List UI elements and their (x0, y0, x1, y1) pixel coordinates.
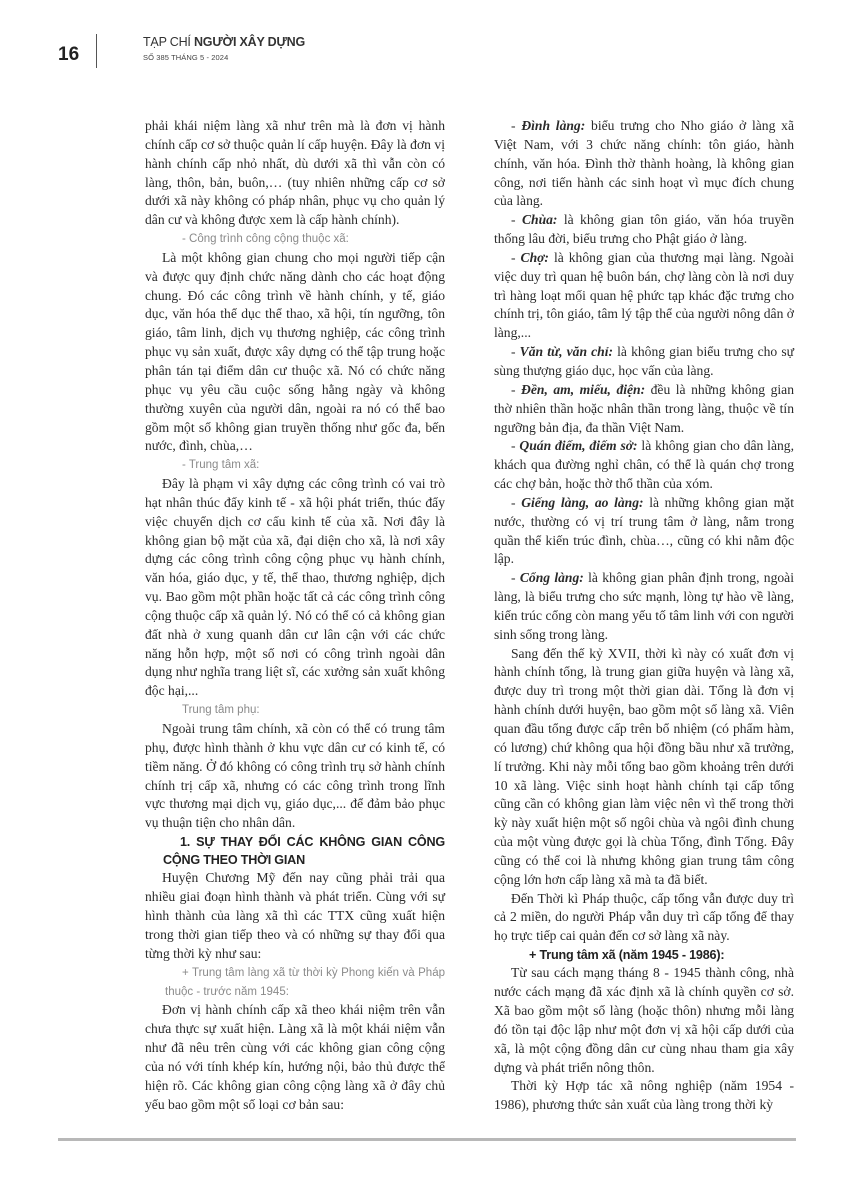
section-heading-1945: + Trung tâm xã (năm 1945 - 1986): (529, 948, 725, 963)
paragraph: Sang đến thế kỷ XVII, thời kì này có xuất đơn vị hành chính tổng, là trung gian giữa huyện và làng xã, được duy trì trong một thời gian dài. Tổng là đơn vị hành chính dưới huyện, bao gồm một số làng xã. Viên quan đầu tổng được cấp trên bổ nhiệm (có phẩm hàm, có lương) chứ không qua hội đồng bầu như xã trưởng, lí trưởng. Khi này mỗi tổng bao gồm khoảng trên dưới 10 xã làng. Việc sinh hoạt hành chính tại cấp tổng cũng cần có không gian làm việc nên vì thế trong thời kỳ này xuất hiện một số ngôi chùa và ngôi đình chung của một vùng được gọi là chùa Tổng, đình Tổng. Đây cũng có thể coi là nhưng không gian trung tâm công cộng lớn hơn cấp làng xã mà ta đã biết. (494, 645, 794, 887)
paragraph: Đơn vị hành chính cấp xã theo khái niệm trên vẫn chưa thực sự xuất hiện. Làng xã là một khái niệm vẫn như đã nêu trên cùng với các không gian công cộng của nó với tính khép kín, hướng nội, bảo thủ được thể hiện rõ. Các không gian công cộng làng xã ở đây chủ yếu bao gồm một số loại cơ bản sau: (145, 1002, 445, 1112)
paragraph: Đến Thời kì Pháp thuộc, cấp tổng vẫn được duy trì cả 2 miền, do người Pháp vẫn duy trì cấp tổng để thay họ trực tiếp cai quản đến cơ sở làng xã này. (494, 890, 794, 944)
magazine-name: NGƯỜI XÂY DỰNG (193, 35, 305, 49)
list-item: - Cổng làng: là không gian phân định trong, ngoài làng, là biểu trưng cho sức mạnh, lòng tự hào về làng, kiến trúc cổng còn mang yếu tố tâm linh với con người sinh sống trong làng. (494, 570, 794, 642)
definition: là không gian của thương mại làng. Ngoài việc duy trì quan hệ buôn bán, chợ làng còn là nơi duy trì hàng loạt mối quan hệ phức tạp khác đặc trưng cho chính trị, tôn giáo, tâm lý tập thể của người nông dân ở làng,... (494, 249, 794, 341)
paragraph: Huyện Chương Mỹ đến nay cũng phải trải qua nhiều giai đoạn hình thành và phát triển. Cùng với sự hình thành của làng xã thì các TTX cũng xuất hiện trong thời gian tiếp theo và có những sự thay đổi qua từng thời kỳ như sau: (145, 870, 445, 961)
left-column (145, 117, 445, 1114)
subheading-commune-center: - Trung tâm xã: (182, 459, 260, 472)
page-number: 16 (58, 44, 80, 65)
definition: là những không gian mặt nước, thường có vị trí trung tâm ở làng, nằm trong quần thể kiến trúc đình, chùa…, cũng có khi nằm độc lập. (494, 494, 794, 567)
paragraph: phải khái niệm làng xã như trên mà là đơn vị hành chính cấp cơ sở thuộc quản lí cấp huyện. Đây là đơn vị hành chính cấp nhỏ nhất, dù dưới xã thì vẫn còn có làng, thôn, bản, buôn,… (tuy nhiên những cấp cơ sở dưới xã này không có pháp nhân, phục vụ cho quản lý dân cư và không được xem là cấp hành chính). (145, 118, 445, 228)
definition: biểu trưng cho Nho giáo ở làng xã Việt Nam, với 3 chức năng chính: tôn giáo, hành chính, văn hóa. Đình thờ thành hoàng, là không gian công, nơi tiến hành các sinh hoạt vì mục đích chung của làng. (494, 118, 794, 209)
magazine-title (143, 35, 305, 49)
term: Chợ: (520, 249, 549, 265)
term: Cổng làng: (519, 570, 584, 586)
term: Văn từ, văn chỉ: (519, 344, 614, 360)
issue-line: SỐ 385 THÁNG 5 - 2024 (143, 53, 229, 62)
magazine-prefix: TẠP CHÍ (143, 35, 194, 49)
paragraph: Đây là phạm vi xây dựng các công trình có vai trò hạt nhân thúc đẩy kinh tế - xã hội phát triển, thúc đẩy việc chuyển dịch cơ cấu kinh tế của xã. Nơi đây là không gian bộ mặt của xã, đại diện cho xã, là nơi xây dựng các công trình công cộng phục vụ hành chính, văn hóa, giáo dục, y tế, thể thao, thương nghiệp, dịch vụ. Bao gồm một phần hoặc tất cả các công trình công cộng thuộc cấp xã quản lý. Nó có thể có cả không gian đất nhà ở xung quanh dân cư lân cận với các chức năng hỗn hợp, một số nơi có công trình ngoài dân dụng như nghĩa trang liệt sĩ, các xưởng sản xuất không độc hại,... (145, 476, 445, 699)
term: Quán điếm, điếm sở: (519, 438, 638, 454)
list-item: - Giếng làng, ao làng: là những không gian mặt nước, thường có vị trí trung tâm ở làng, nằm trong quần thể kiến trúc đình, chùa…, cũng có khi nằm độc lập. (494, 494, 794, 567)
term: Đình làng: (521, 118, 586, 133)
subheading-sub-center: Trung tâm phụ: (182, 704, 260, 717)
list-item: - Chợ: là không gian của thương mại làng. Ngoài việc duy trì quan hệ buôn bán, chợ làng còn là nơi duy trì hàng loạt mối quan hệ phức tạp khác đặc trưng cho chính trị, tôn giáo, tâm lý tập thể của người nông dân ở làng,... (494, 249, 794, 341)
paragraph: Thời kỳ Hợp tác xã nông nghiệp (năm 1954 - 1986), phương thức sản xuất của làng trong thời kỳ (494, 1078, 794, 1113)
paragraph: Ngoài trung tâm chính, xã còn có thể có trung tâm phụ, được hình thành ở khu vực dân cư có kinh tế, có tiềm năng. Ở đó không có công trình trụ sở hành chính chính trị cấp xã, nhưng có các công trình trong lĩnh vực thương mại dịch vụ, giáo dục,... để đảm bảo phục vụ thuận tiện cho nhân dân. (145, 721, 445, 831)
definition: là không gian tôn giáo, văn hóa truyền thống lâu đời, biểu trưng cho Phật giáo ở làng. (494, 212, 794, 247)
list-item: - Văn từ, văn chỉ: là không gian biểu trưng cho sự sùng thượng giáo dục, học vấn của làng. (494, 344, 794, 378)
term: Đền, am, miếu, điện: (521, 381, 646, 397)
paragraph: Là một không gian chung cho mọi người tiếp cận và được quy định chức năng dành cho các hoạt động chung. Đó các công trình về hành chính, y tế, giáo dục, văn hóa thể dục thể thao, xã hội, tín ngưỡng, tôn giáo, tâm linh, dịch vụ thương nghiệp, các công trình phục vụ sản xuất, được xây dựng có thể tập trung hoặc phân tán tại điểm dân cư thuộc xã. Nó có chức năng phục vụ yêu cầu cuộc sống hằng ngày và không thường xuyên của người dân, ngoài ra nó có thể bao gồm một số không gian truyền thống như gốc đa, bến nước, đình, chùa,… (145, 249, 445, 454)
list-item: - Chùa: là không gian tôn giáo, văn hóa truyền thống lâu đời, biểu trưng cho Phật giáo ở làng. (494, 212, 794, 247)
right-column (494, 117, 794, 1115)
term: Chùa: (521, 212, 558, 228)
list-item: - Đền, am, miếu, điện: đều là những không gian thờ nhiên thần hoặc nhân thần trong làng, thuộc về tín ngưỡng bản địa, đa thần Việt Nam. (494, 381, 795, 435)
paragraph: Từ sau cách mạng tháng 8 - 1945 thành công, nhà nước cách mạng đã xác định xã là chính quyền cơ sở. Xã bao gồm một số làng (hoặc thôn) nhưng mỗi làng đó tồn tại độc lập như một đơn vị xã hội cấp dưới của xã, là một cộng đồng dân cư cùng nhau tham gia xây dựng và phát triển nông thôn. (494, 965, 794, 1075)
section-heading: 1. SỰ THAY ĐỔI CÁC KHÔNG GIAN CÔNG CỘNG THEO THỜI GIAN (163, 835, 445, 868)
definition: đều là những không gian thờ nhiên thần hoặc nhân thần trong làng, thuộc về tín ngưỡng bản địa, đa thần Việt Nam. (494, 381, 795, 435)
list-item: - Đình làng: biểu trưng cho Nho giáo ở làng xã Việt Nam, với 3 chức năng chính: tôn giáo, hành chính, văn hóa. Đình thờ thành hoàng, là không gian công, nơi tiến hành các sinh hoạt vì mục đích chung của làng. (494, 118, 794, 209)
definition: là không gian phân định trong, ngoài làng, là biểu trưng cho sức mạnh, lòng tự hào về làng, kiến trúc cổng còn mang yếu tố tâm linh với con người sinh sống trong làng. (494, 570, 794, 642)
subheading-feudal-period: + Trung tâm làng xã từ thời kỳ Phong kiến và Pháp thuộc - trước năm 1945: (165, 966, 445, 998)
definition: là không gian biểu trưng cho sự sùng thượng giáo dục, học vấn của làng. (494, 344, 794, 378)
list-item: - Quán điếm, điếm sở: là không gian cho dân làng, khách qua đường nghỉ chân, có thể là quán chợ trong các chợ bản, hoặc thờ thổ thần của xóm. (494, 438, 794, 492)
term: Giếng làng, ao làng: (521, 494, 644, 510)
definition: là không gian cho dân làng, khách qua đường nghỉ chân, có thể là quán chợ trong các chợ bản, hoặc thờ thổ thần của xóm. (494, 438, 794, 492)
header-divider (96, 34, 97, 68)
footer-divider (58, 1138, 796, 1141)
subheading-public-works: - Công trình công cộng thuộc xã: (182, 233, 349, 246)
